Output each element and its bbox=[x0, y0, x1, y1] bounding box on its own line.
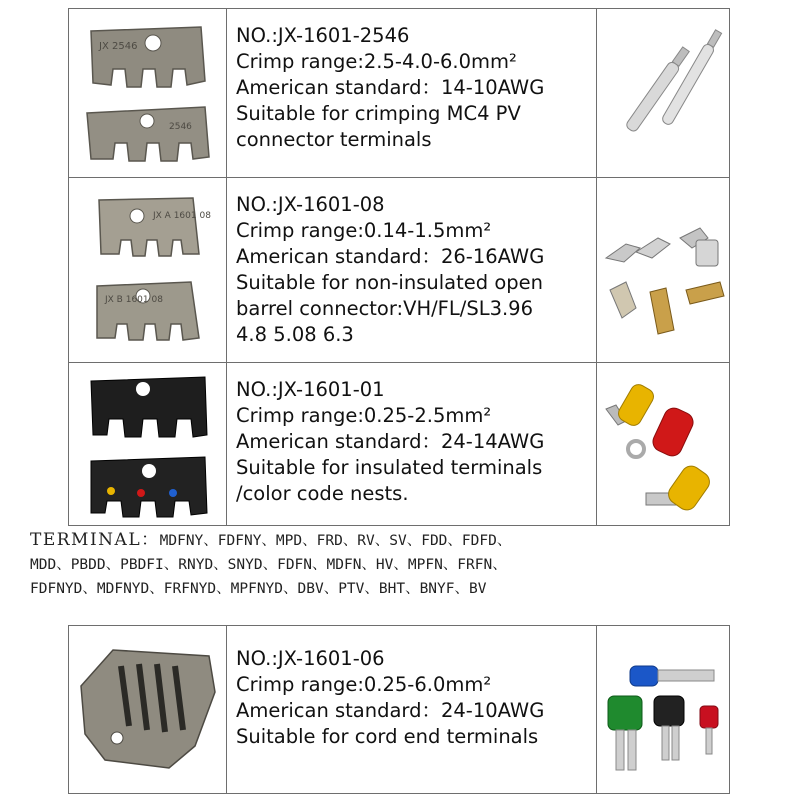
crimp-die-01-image bbox=[69, 363, 226, 527]
die-engraving-top: JX A 1601 08 bbox=[153, 211, 211, 221]
spec-cell bbox=[226, 363, 597, 525]
usage-line: Suitable for cord end terminals bbox=[236, 725, 539, 748]
usage-line: Suitable for insulated terminals bbox=[236, 456, 543, 479]
product-row-2546 bbox=[68, 8, 730, 178]
american-standard: American standard：14-10AWG bbox=[236, 76, 545, 99]
product-row-01 bbox=[68, 362, 730, 526]
mc4-pin-terminals-image bbox=[596, 9, 731, 179]
crimp-range: Crimp range:0.25-6.0mm² bbox=[236, 673, 492, 696]
spec-cell bbox=[226, 9, 597, 177]
cord-end-ferrules-image bbox=[596, 626, 731, 795]
terminal-line: MDD、PBDD、PBDFI、RNYD、SNYD、FDFN、MDFN、HV、MPFN、FRFN、 bbox=[30, 557, 507, 573]
usage-line: barrel connector:VH/FL/SL3.96 bbox=[236, 297, 533, 320]
model-number: NO.:JX-1601-2546 bbox=[236, 24, 410, 47]
usage-line: /color code nests. bbox=[236, 482, 409, 505]
model-number: NO.:JX-1601-06 bbox=[236, 647, 385, 670]
usage-line: Suitable for non-insulated open bbox=[236, 271, 543, 294]
product-row-06 bbox=[68, 625, 730, 794]
crimp-die-08-image bbox=[69, 178, 226, 364]
die-image-cell bbox=[69, 178, 227, 362]
model-number: NO.:JX-1601-08 bbox=[236, 193, 385, 216]
usage-line: 4.8 5.08 6.3 bbox=[236, 323, 354, 346]
crimp-range: Crimp range:0.14-1.5mm² bbox=[236, 219, 492, 242]
open-barrel-terminals-image bbox=[596, 178, 731, 364]
product-sheet bbox=[68, 8, 730, 794]
terminal-image-cell bbox=[596, 626, 729, 793]
product-row-08 bbox=[68, 177, 730, 363]
die-engraving-bottom: 2546 bbox=[169, 122, 192, 132]
blue-color-nest-icon bbox=[169, 489, 177, 497]
crimp-die-06-image bbox=[69, 626, 226, 795]
die-image-cell bbox=[69, 626, 227, 793]
spec-cell bbox=[226, 626, 597, 793]
model-number: NO.:JX-1601-01 bbox=[236, 378, 385, 401]
terminal-line: FDFNYD、MDFNYD、FRFNYD、MPFNYD、DBV、PTV、BHT、BNYF、BV bbox=[30, 581, 487, 597]
insulated-terminals-image bbox=[596, 363, 731, 527]
terminal-image-cell bbox=[596, 9, 729, 177]
crimp-range: Crimp range:0.25-2.5mm² bbox=[236, 404, 492, 427]
american-standard: American standard：24-10AWG bbox=[236, 699, 545, 722]
spec-cell bbox=[226, 178, 597, 362]
terminal-image-cell bbox=[596, 363, 729, 525]
die-engraving-top: JX 2546 bbox=[99, 41, 138, 52]
die-engraving-bottom: JX B 1601 08 bbox=[105, 295, 163, 305]
terminal-image-cell bbox=[596, 178, 729, 362]
terminal-line: MDFNY、FDFNY、MPD、FRD、RV、SV、FDD、FDFD、 bbox=[159, 533, 512, 549]
yellow-color-nest-icon bbox=[107, 487, 115, 495]
crimp-range: Crimp range:2.5-4.0-6.0mm² bbox=[236, 50, 517, 73]
red-color-nest-icon bbox=[137, 489, 145, 497]
die-image-cell bbox=[69, 363, 227, 525]
usage-line: Suitable for crimping MC4 PV bbox=[236, 102, 521, 125]
crimp-die-2546-image bbox=[69, 9, 226, 179]
american-standard: American standard：26-16AWG bbox=[236, 245, 545, 268]
terminal-label: TERMINAL： bbox=[30, 530, 160, 550]
american-standard: American standard：24-14AWG bbox=[236, 430, 545, 453]
terminal-list bbox=[30, 528, 710, 601]
die-image-cell bbox=[69, 9, 227, 177]
usage-line: connector terminals bbox=[236, 128, 432, 151]
